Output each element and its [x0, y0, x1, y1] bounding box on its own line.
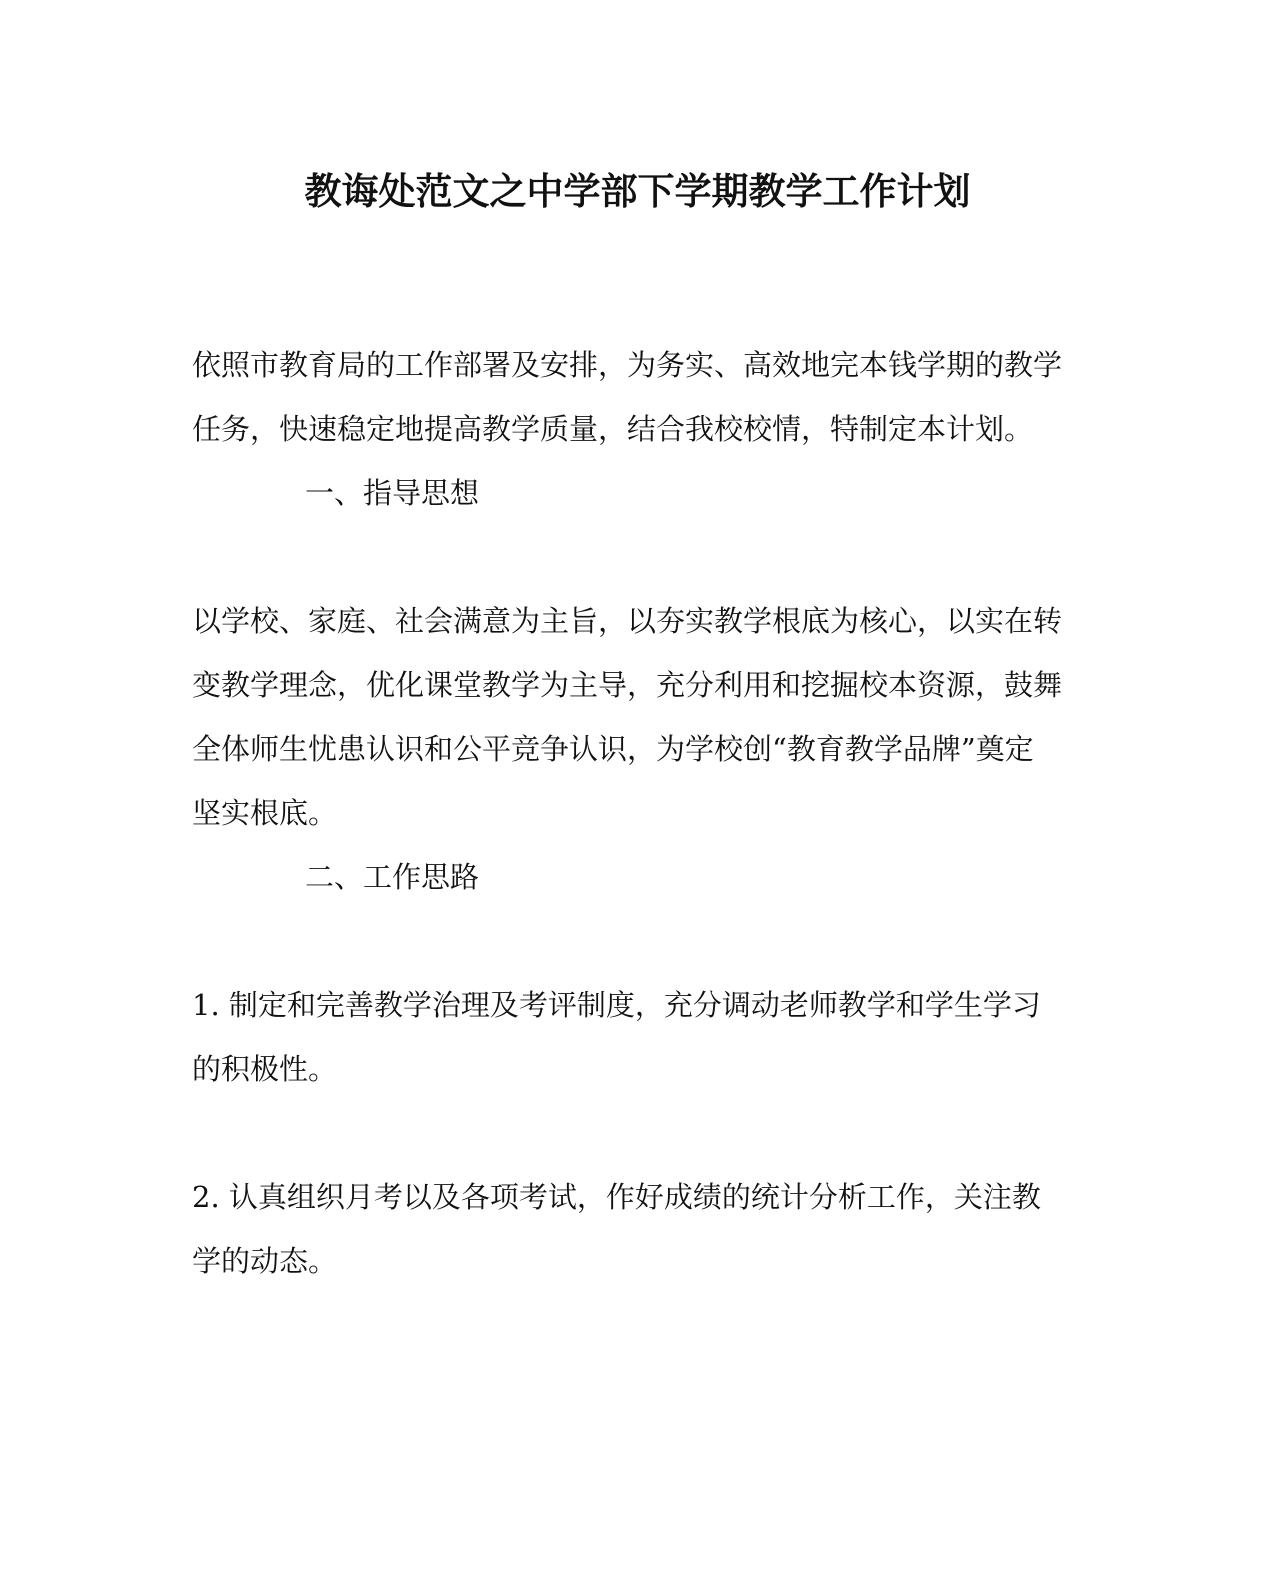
work-item-2: 2. 认真组织月考以及各项考试，作好成绩的统计分析工作，关注教学的动态。 [192, 1180, 1041, 1278]
section-heading-work-approach: 二、工作思路 [305, 860, 480, 894]
intro-paragraph: 依照市教育局的工作部署及安排，为务实、高效地完本钱学期的教学任务，快速稳定地提高教学质量，结合我校校情，特制定本计划。 [192, 348, 1063, 446]
guiding-ideology-paragraph: 以学校、家庭、社会满意为主旨，以夯实教学根底为核心，以实在转变教学理念，优化课堂教学为主导，充分利用和挖掘校本资源，鼓舞全体师生忧患认识和公平竞争认识，为学校创“教育教学品牌”奠定坚实根底。 [192, 604, 1063, 830]
work-item-1: 1. 制定和完善教学治理及考评制度，充分调动老师教学和学生学习的积极性。 [192, 988, 1041, 1086]
section-heading-guiding-ideology: 一、指导思想 [305, 476, 480, 510]
document-title: 教诲处范文之中学部下学期教学工作计划 [304, 169, 971, 213]
